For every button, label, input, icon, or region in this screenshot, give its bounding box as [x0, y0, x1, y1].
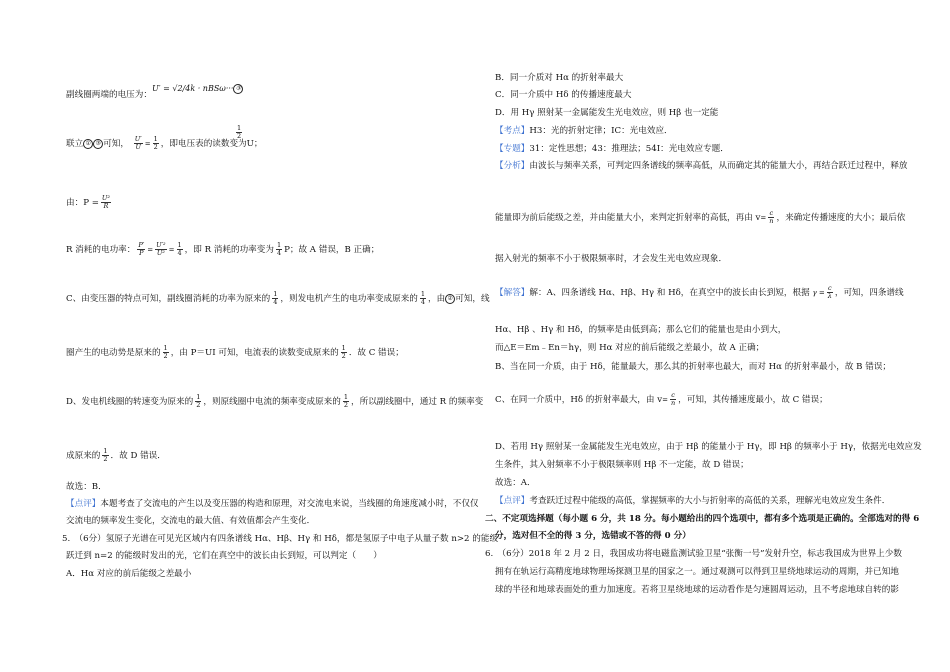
- text: 圈产生的电动势是原来的: [66, 348, 161, 358]
- paragraph-line: [66, 291, 490, 306]
- text: ，由 P＝UI 可知，电流表的读数变成原来的: [170, 348, 339, 358]
- text: ，即电压表的读数变为: [160, 139, 247, 149]
- text: ，可知，四条谱线: [834, 288, 904, 298]
- formula-line: R 消耗的电功率： $\frac{P'}{P}$ = $\frac{\text{U′²}}{\text{U²}}$ = $\frac{1}{4}$ ，即 R 消耗的功率变为 $\frac{1}{4}$ P；故 A 错误，B 正确；: [66, 241, 380, 257]
- text: 副线圈两端的电压为：: [66, 90, 152, 100]
- solution-line: D、若用 Hγ 照射某一金属能发生光电效应，由于 Hβ 的能量小于 Hγ，即 Hβ 的频率小于 Hγ，依据光电效应发: [495, 442, 922, 452]
- text: ，来确定传播速度的大小；最后依: [776, 213, 906, 223]
- circle-number: ①: [83, 139, 93, 149]
- solution-line: C、在同一介质中，Hδ 的折射率最大，由 v= $\frac{c}{n}$ ，可知，其传播速度最小，故 C 错误；: [495, 391, 828, 407]
- fraction: $\frac{1}{2}$: [153, 135, 158, 151]
- formula-text: U′ = √2/4k · nBSω···: [152, 84, 234, 93]
- fraction: $\frac{\text{U′²}}{\text{U²}}$: [156, 241, 166, 257]
- text: ．故 D 错误．: [110, 451, 166, 461]
- circle-number: ②: [445, 294, 455, 304]
- text: ，则发电机产生的电功率变成原来的: [280, 294, 418, 304]
- fraction: $\frac{1}{2}$: [343, 393, 349, 409]
- fraction: $\frac{1}{2}$: [163, 344, 168, 360]
- option-b: B．同一介质对 Hα 的折射率最大: [495, 73, 624, 83]
- question-5-line: 5. （6分）氢原子光谱在可见光区域内有四条谱线 Hα、Hβ、Hγ 和 Hδ，都是氢原子中电子从量子数 n>2 的能级: [62, 534, 499, 544]
- fraction: $\frac{1}{4}$: [177, 241, 182, 257]
- fraction: $\frac{1}{2}$: [196, 393, 201, 409]
- text: 成原来的: [66, 451, 101, 461]
- text: 本题考查了交流电的产生以及变压器的构造和原理，对交流电来说，当线圈的角速度减小时，不仅仅: [100, 499, 479, 509]
- question-5-line: 跃迁到 n=2 的能级时发出的光，它们在真空中的波长由长到短，可以判定（ ）: [66, 551, 382, 561]
- text: P；故 A 错误，B 正确；: [284, 245, 380, 255]
- text: 31：定性思想；43：推理法；54I：光电效应专题．: [529, 144, 729, 154]
- text: ，可知，其传播速度最小，故 C 错误；: [678, 395, 828, 405]
- solution-line: B、当在同一介质，由于 Hδ，能量最大，那么其的折射率也最大，而对 Hα 的折射率最小，故 B 错误；: [495, 362, 892, 372]
- text: ，则原线圈中电流的频率变成原来的: [203, 397, 341, 407]
- solution-line: 而△E＝Em﹣En＝hγ，则 Hα 对应的前后能级之差最小，故 A 正确；: [495, 343, 765, 353]
- comment-line: 交流电的频率发生变化，交流电的最大值、有效值都会产生变化．: [66, 516, 316, 526]
- text: D、发电机线圈的转速变为原来的: [66, 397, 194, 407]
- analysis-line: 能量即为前后能级之差，并由能量大小，来判定折射率的高低，再由 v= $\frac{c}{n}$ ，来确定传播速度的大小；最后依: [495, 209, 906, 225]
- text: U；: [246, 139, 263, 149]
- answer-line: 故选：A．: [495, 478, 536, 488]
- text: H3：光的折射定律；IC：光电效应．: [529, 126, 673, 136]
- text: 能量即为前后能级之差，并由能量大小，来判定折射率的高低，再由 v: [495, 213, 761, 223]
- fraction: 1 2: [237, 124, 242, 140]
- comment-tag: 【点评】: [66, 499, 101, 509]
- paragraph-line: [66, 345, 404, 360]
- fraction: $\frac{1}{2}$: [103, 447, 108, 463]
- fraction: $\frac{1}{4}$: [420, 290, 426, 306]
- text: ，所以副线圈中，通过 R 的频率变: [351, 397, 484, 407]
- paragraph-line: [66, 448, 166, 463]
- text: 可知，: [103, 139, 129, 149]
- formula-line: [66, 136, 263, 151]
- comment-line: [66, 499, 479, 510]
- text: C、由变压器的特点可知，副线圈消耗的功率为原来的: [66, 294, 271, 304]
- tag: 【专题】: [495, 144, 530, 154]
- circle-number: ③: [93, 139, 103, 149]
- fraction: $\frac{c}{n}$: [769, 209, 774, 225]
- question-6-line: 6. （6分）2018 年 2 月 2 日，我国成功将电磁监测试验卫星“张衡一号”发射升空，标志我国成为世界上少数: [485, 549, 902, 559]
- eq: =: [144, 140, 151, 148]
- formula-line: [66, 195, 113, 210]
- paragraph-line: [66, 394, 483, 409]
- text: ，即 R 消耗的功率变为: [184, 245, 274, 255]
- option-a: A．Hα 对应的前后能级之差最小: [66, 569, 192, 579]
- question-6-line: 拥有在轨运行高精度地球物理场探测卫星的国家之一。通过观测可以得到卫星绕地球运动的周期，并已知地: [495, 567, 899, 577]
- option-d: D．用 Hγ 照射某一金属能发生光电效应，则 Hβ 也一定能: [495, 108, 719, 118]
- text: 由：P =: [66, 198, 99, 208]
- tag: 【考点】: [495, 126, 530, 136]
- text: 可知，线: [455, 294, 490, 304]
- formula: [152, 83, 243, 94]
- formula-line: [66, 90, 152, 101]
- fraction: $\frac{1}{2}$: [341, 344, 346, 360]
- section-heading: 分，选对但不全的得 3 分，选错或不答的得 0 分）: [495, 531, 691, 541]
- text: ，由: [428, 294, 446, 304]
- solution-line: Hα、Hβ 、Hγ 和 Hδ，的频率是由低到高；那么它们的能量也是由小到大，: [495, 325, 787, 335]
- fraction: $\frac{c}{n}$: [670, 391, 676, 407]
- fraction: $\frac{\text{U²}}{R}$: [101, 194, 110, 210]
- answer-line: 故选：B．: [66, 482, 107, 492]
- topic-line: [495, 144, 729, 155]
- analysis-line: [495, 161, 908, 172]
- tag: 【解答】: [495, 288, 530, 298]
- text: ．故 C 错误；: [348, 348, 404, 358]
- fraction: $\frac{c}{\lambda}$: [827, 284, 832, 300]
- circle-number: ③: [233, 84, 243, 94]
- question-6-line: 球的半径和地球表面处的重力加速度。若将卫星绕地球的运动看作是匀速圆周运动，且不考虑地球自转的影: [495, 585, 899, 595]
- analysis-line: 据入射光的频率不小于极限频率时，才会发生光电效应现象．: [495, 254, 728, 264]
- solution-line: 生条件，其入射频率不小于极限频率则 Hβ 不一定能，故 D 错误；: [495, 460, 749, 470]
- comment-line: [495, 496, 890, 507]
- text: 由波长与频率关系，可判定四条谱线的频率高低，从而确定其的能量大小，再结合跃迁过程中，释放: [529, 161, 908, 171]
- solution-line: [495, 285, 904, 300]
- knowledge-point-line: [495, 126, 673, 137]
- text: R 消耗的电功率：: [66, 245, 136, 255]
- fraction: $\frac{P'}{P}$: [138, 241, 145, 257]
- text: 考查跃迁过程中能级的高低，掌握频率的大小与折射率的高低的关系，理解光电效应发生条件．: [529, 496, 891, 506]
- tag: 【分析】: [495, 161, 530, 171]
- fraction: $\frac{1}{4}$: [273, 290, 278, 306]
- text: C、在同一介质中，Hδ 的折射率最大，由 v: [495, 395, 663, 405]
- text: 联立: [66, 139, 84, 149]
- fraction: $\frac{1}{4}$: [276, 241, 282, 257]
- eq: γ =: [812, 289, 825, 297]
- text: 解：A、四条谱线 Hα、Hβ、Hγ 和 Hδ，在真空中的波长由长到短，根据: [529, 288, 810, 298]
- fraction: $\frac{U'}{U}$: [134, 135, 142, 151]
- tag: 【点评】: [495, 496, 530, 506]
- option-c: C．同一介质中 Hδ 的传播速度最大: [495, 90, 632, 100]
- section-heading: 二、不定项选择题（每小题 6 分，共 18 分。每小题给出的四个选项中，都有多个选项是正确的。全部选对的得 6: [485, 514, 920, 524]
